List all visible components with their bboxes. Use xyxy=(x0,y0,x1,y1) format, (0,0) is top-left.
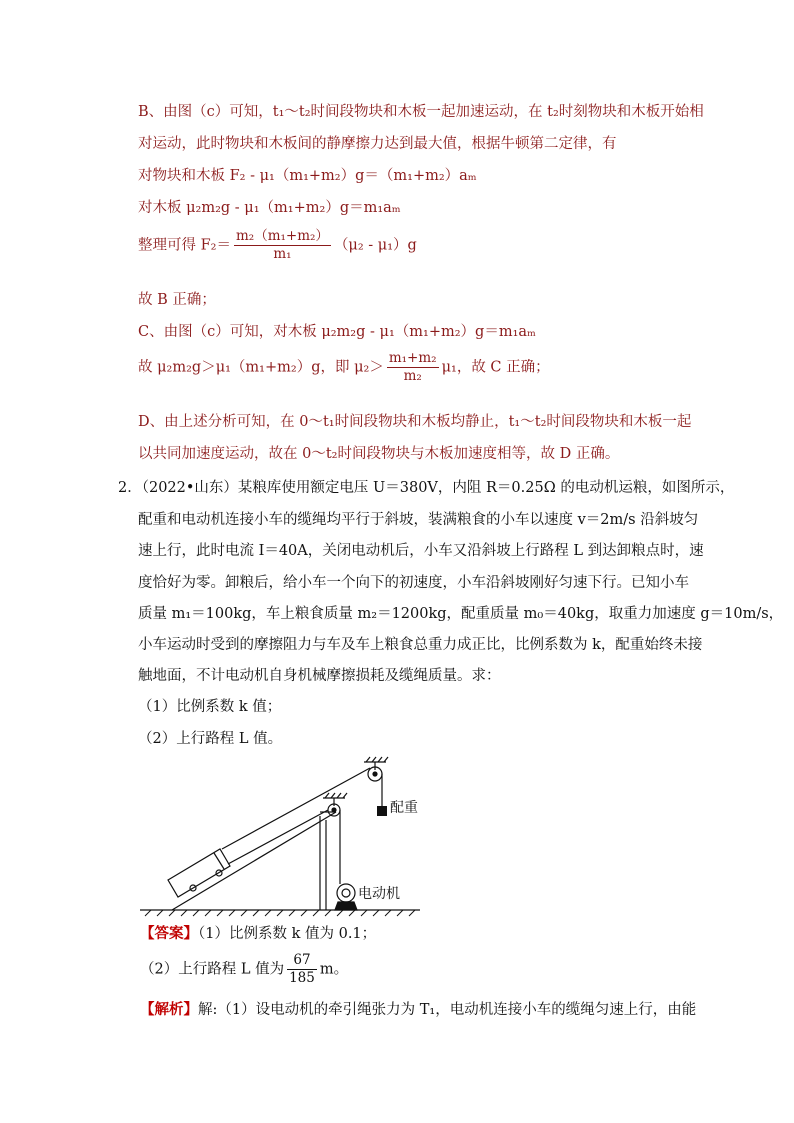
answer-line-2 xyxy=(140,952,348,987)
question-2-line-6: 小车运动时受到的摩擦阻力与车及车上粮食总重力成正比，比例系数为 k，配重始终未接 xyxy=(138,637,703,653)
counterweight-label: 配重 xyxy=(390,800,418,816)
ground-hatching xyxy=(145,910,415,916)
question-2-line-1: 2．（2022•山东）某粮库使用额定电压 U＝380V，内阻 R＝0.25Ω 的电动机运粮，如图所示， xyxy=(118,480,735,496)
question-2-line-5: 质量 m₁＝100kg，车上粮食质量 m₂＝1200kg，配重质量 m₀＝40kg，取重力加速度 g＝10m/s， xyxy=(138,606,784,622)
answer-2-prefix: （2）上行路程 L 值为 xyxy=(140,961,285,978)
cart xyxy=(168,849,230,897)
fraction-numerator: 67 xyxy=(287,952,317,970)
fraction-denominator: 185 xyxy=(289,970,315,986)
question-2-line-7: 触地面，不计电动机自身机械摩擦损耗及缆绳质量。求： xyxy=(138,668,501,684)
formula-suffix: μ₁，故 C 正确； xyxy=(441,359,550,376)
answer-2-fraction xyxy=(287,952,317,987)
question-2-sub-1: （1）比例系数 k 值； xyxy=(138,699,282,715)
option-c-line-1: C、由图（c）可知，对木板 μ₂m₂g - μ₁（m₁+m₂）g＝m₁aₘ xyxy=(138,324,536,340)
answer-2-suffix: m。 xyxy=(319,961,349,978)
fraction-numerator: m₂（m₁+m₂） xyxy=(235,228,329,244)
analysis-line-1 xyxy=(140,1000,696,1020)
option-b-line-1: B、由图（c）可知，t₁～t₂时间段物块和木板一起加速运动，在 t₂时刻物块和木板开始相 xyxy=(138,104,704,120)
formula-fraction xyxy=(234,228,331,263)
analysis-text: 解:（1）设电动机的牵引绳张力为 T₁，电动机连接小车的缆绳匀速上行，由能 xyxy=(198,1002,697,1018)
incline-surface xyxy=(172,812,336,910)
formula-prefix: 整理可得 F₂＝ xyxy=(138,237,231,254)
option-d-line-1: D、由上述分析可知，在 0～t₁时间段物块和木板均静止，t₁～t₂时间段物块和木板一起 xyxy=(138,414,692,430)
analysis-tag: 【解析】 xyxy=(140,1001,198,1018)
answer-line-1 xyxy=(140,924,376,944)
question-2-sub-2: （2）上行路程 L 值。 xyxy=(138,731,283,747)
fraction-numerator: m₁+m₂ xyxy=(388,350,437,366)
motor-cable xyxy=(228,810,328,864)
counterweight-block xyxy=(377,806,387,816)
option-b-line-5 xyxy=(138,228,417,263)
upper-pulley xyxy=(368,767,382,781)
motor xyxy=(335,884,357,910)
option-b-line-3: 对物块和木板 F₂ - μ₁（m₁+m₂）g＝（m₁+m₂）aₘ xyxy=(138,168,477,184)
counterweight-cable xyxy=(222,768,370,849)
formula-suffix: （μ₂ - μ₁）g xyxy=(333,237,417,254)
answer-tag: 【答案】 xyxy=(140,925,198,942)
option-d-line-2: 以共同加速度运动，故在 0～t₂时间段物块与木板加速度相等，故 D 正确。 xyxy=(138,446,620,462)
formula-fraction xyxy=(387,350,439,385)
question-2-line-4: 度恰好为零。卸粮后，给小车一个向下的初速度，小车沿斜坡刚好匀速下行。已知小车 xyxy=(138,575,689,591)
question-2-line-3: 速上行，此时电流 I＝40A，关闭电动机后，小车又沿斜坡上行路程 L 到达卸粮点时，速 xyxy=(138,543,704,559)
option-c-line-2 xyxy=(138,350,550,385)
option-b-conclusion: 故 B 正确； xyxy=(138,292,216,308)
formula-prefix: 故 μ₂m₂g＞μ₁（m₁+m₂）g，即 μ₂＞ xyxy=(138,359,384,376)
fraction-denominator: m₂ xyxy=(403,368,422,384)
motor-label: 电动机 xyxy=(358,886,400,902)
answer-1: （1）比例系数 k 值为 0.1； xyxy=(198,926,377,942)
question-2-line-2: 配重和电动机连接小车的缆绳均平行于斜坡，装满粮食的小车以速度 v＝2m/s 沿斜坡匀 xyxy=(138,512,699,528)
option-b-line-2: 对运动，此时物块和木板间的静摩擦力达到最大值，根据牛顿第二定律，有 xyxy=(138,136,617,152)
fraction-denominator: m₁ xyxy=(273,246,292,262)
option-b-line-4: 对木板 μ₂m₂g - μ₁（m₁+m₂）g＝m₁aₘ xyxy=(138,200,401,216)
lower-pulley xyxy=(328,804,340,816)
